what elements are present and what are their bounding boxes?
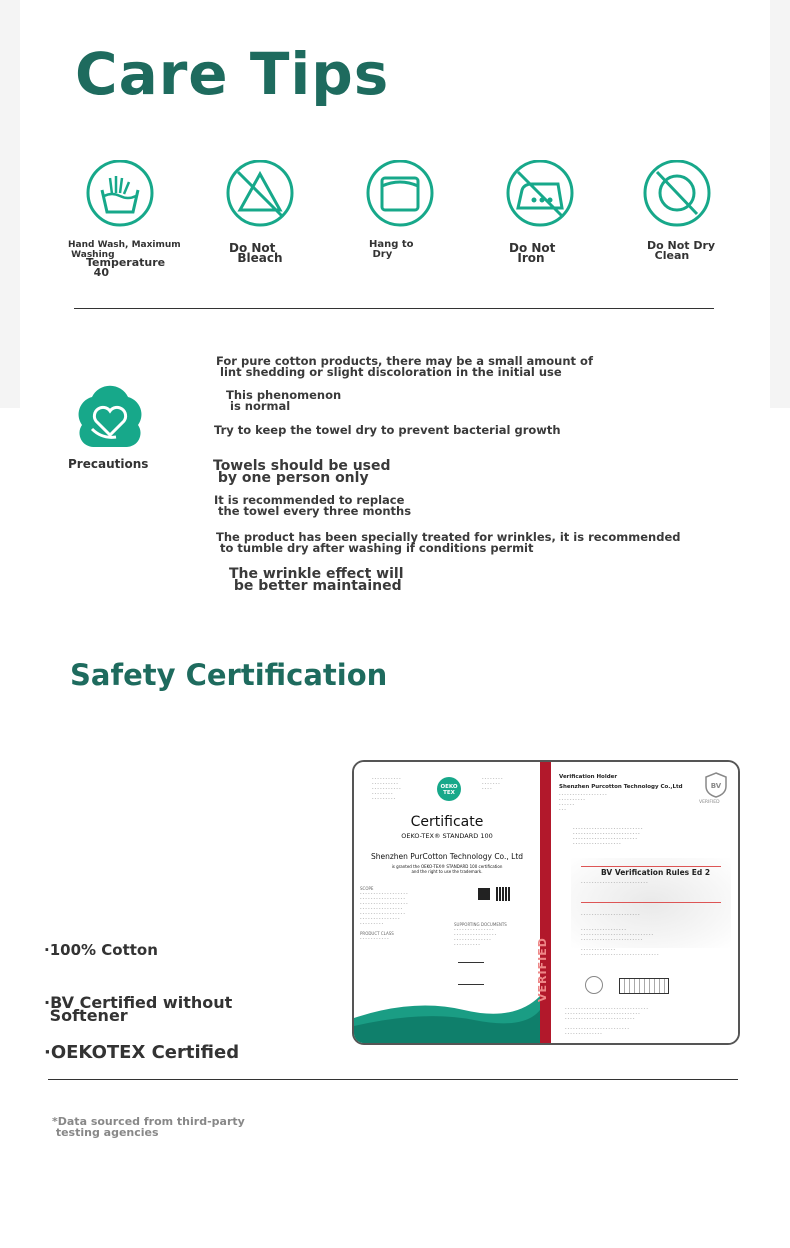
- cert-granted: is granted the OEKO-TEX® STANDARD 100 certification and the right to use the trademark.: [391, 864, 503, 874]
- claim-rule: [581, 902, 721, 903]
- hang-dry-icon: [360, 160, 440, 230]
- care-label-iron: Do Not Iron: [509, 241, 556, 265]
- tip-replace: It is recommended to replace the towel every three months: [214, 493, 412, 518]
- cert-supporting-docs: SUPPORTING DOCUMENTS - - - - - - - - - - - - - - - - - - - - - - - - - - - - - - - - - - - - - - - - - - - - - - - - - - - - - - -: [454, 922, 507, 947]
- bv-statement: - - - - - - - - - - - - - - - - - - - - - - - - - - - - - - - - - - - - - - - - - - - - - - - - - - - - - - - - - - - - - - - - - - - - - - - - - - - - - - - - - - - - - - - - - - - - -: [573, 826, 643, 846]
- certificate-image: [352, 760, 740, 1045]
- oekotex-certificate: [354, 762, 540, 1043]
- cert-title: Certificate: [410, 814, 484, 830]
- bv-product-text: - - - - - - - - - - - - - - - - - - - - - - - - - - - - - - - - - - - - - - - - - - - - - - - - - - - - - - - - - - - - - - - - - - - - - - - - - - - - - - - - - - - - - - - - - - - - - - - - - - - - - - - - - - - - - - - - - - - - - - - - - - - - - - - - - - -: [581, 912, 659, 957]
- holder-name: Shenzhen Purcotton Technology Co.,Ltd: [559, 784, 683, 790]
- care-tips-title: Care Tips: [75, 40, 390, 108]
- tip-keep-dry: Try to keep the towel dry to prevent bacterial growth: [214, 423, 561, 437]
- svg-text:TEX: TEX: [443, 790, 455, 796]
- tip-wrinkle-effect: The wrinkle effect will be better maintained: [229, 566, 404, 594]
- care-label-hand-wash: Hand Wash, Maximum Washing: [68, 240, 181, 260]
- verified-vertical-strip: [536, 762, 551, 1043]
- bv-verified-badge: VERIFIED: [699, 800, 720, 805]
- bureau-veritas-seal: [585, 976, 603, 994]
- holder-label: Verification Holder: [559, 774, 618, 780]
- qr-code: [496, 887, 510, 901]
- cert-company: Shenzhen PurCotton Technology Co., Ltd: [370, 852, 524, 861]
- bv-rules-title: BV Verification Rules Ed 2: [601, 868, 711, 877]
- feature-bv: ·BV Certified without Softener: [44, 993, 233, 1025]
- divider-care: [74, 308, 714, 309]
- cert-standard: OEKO-TEX® STANDARD 100: [401, 832, 493, 840]
- data-source-note: *Data sourced from third-party testing agencies: [52, 1115, 245, 1139]
- protocol-rule: [581, 866, 721, 867]
- do-not-iron-icon: [500, 160, 580, 230]
- care-label-hang-dry: Hang to Dry: [369, 239, 414, 260]
- care-label-dry-clean: Do Not Dry Clean: [647, 239, 716, 262]
- tip-normal: This phenomenon is normal: [226, 388, 342, 413]
- feature-oekotex: ·OEKOTEX Certified: [44, 1042, 240, 1063]
- bv-footer-text: - - - - - - - - - - - - - - - - - - - - - - - - - - - - - - - - - - - - - - - - - - - - - - - - - - - - - - - - - - - - - - - - - - - - - - - - - - - - - - - - - - - - - - - - - - - - - - - - - - - - - - - - - - - - - - - - - - - - - - - - - - -: [565, 1006, 648, 1036]
- cert-left-fineprint-top: - - - - - - - - - - - - - - - - - - - - - - - - - - - - - - - - - - - - - - - - - - - - - - - - -: [372, 776, 401, 801]
- certificate-wave: [354, 988, 540, 1043]
- divider-bottom: [48, 1079, 738, 1080]
- right-shade: [770, 0, 790, 408]
- oekotex-mini-logo: [478, 888, 490, 900]
- feature-cotton: ·100% Cotton: [44, 941, 158, 959]
- bv-shield-icon: [705, 772, 727, 798]
- vertical-verified-text: VERIFIED: [536, 937, 549, 1002]
- safety-certification-title: Safety Certification: [70, 658, 388, 692]
- tip-one-person: Towels should be used by one person only: [213, 458, 391, 486]
- svg-text:OEKO: OEKO: [440, 784, 458, 790]
- left-shade: [0, 0, 20, 408]
- do-not-dry-clean-icon: [637, 160, 717, 230]
- care-label-bleach: Do Not Bleach: [229, 241, 283, 265]
- cert-left-fineprint-right: - - - - - - - - - - - - - - - - - - -: [482, 776, 503, 791]
- heart-hand-icon: [70, 385, 150, 451]
- tip-lint: For pure cotton products, there may be a small amount of lint shedding or slight discoloration in the initial use: [216, 354, 593, 379]
- holder-address: - - - - - - - - - - - - - - - - - - - - - - - - - - - - - - - - - - - - -: [559, 792, 607, 812]
- cert-scope-text: SCOPE - - - - - - - - - - - - - - - - - - - - - - - - - - - - - - - - - - - - - - - - - - - - - - - - - - - - - - - - - - - - - - - - - - - - - - - - - - - - - - - - - - - - - - - - - - - - - - - - - - - - - - - - - - - - - - PRODUCT CLASS - - - - - - - - - - -: [360, 886, 408, 941]
- stamp: [619, 978, 669, 994]
- care-label-hand-wash-temp: Temperature 40: [86, 256, 166, 279]
- bv-verification: [551, 762, 738, 1043]
- hand-wash-icon: [80, 160, 160, 230]
- tip-wrinkles: The product has been specially treated for wrinkles, it is recommended to tumble dry after washing if conditions permit: [216, 530, 681, 555]
- oekotex-logo-icon: [436, 776, 462, 802]
- precautions-label: Precautions: [68, 457, 149, 471]
- signature-2: [458, 974, 484, 985]
- bv-rules-sub: - - - - - - - - - - - - - - - - - - - - - - - - -: [581, 880, 648, 885]
- do-not-bleach-icon: [220, 160, 300, 230]
- svg-text:BV: BV: [710, 782, 722, 790]
- signature-1: [458, 952, 484, 963]
